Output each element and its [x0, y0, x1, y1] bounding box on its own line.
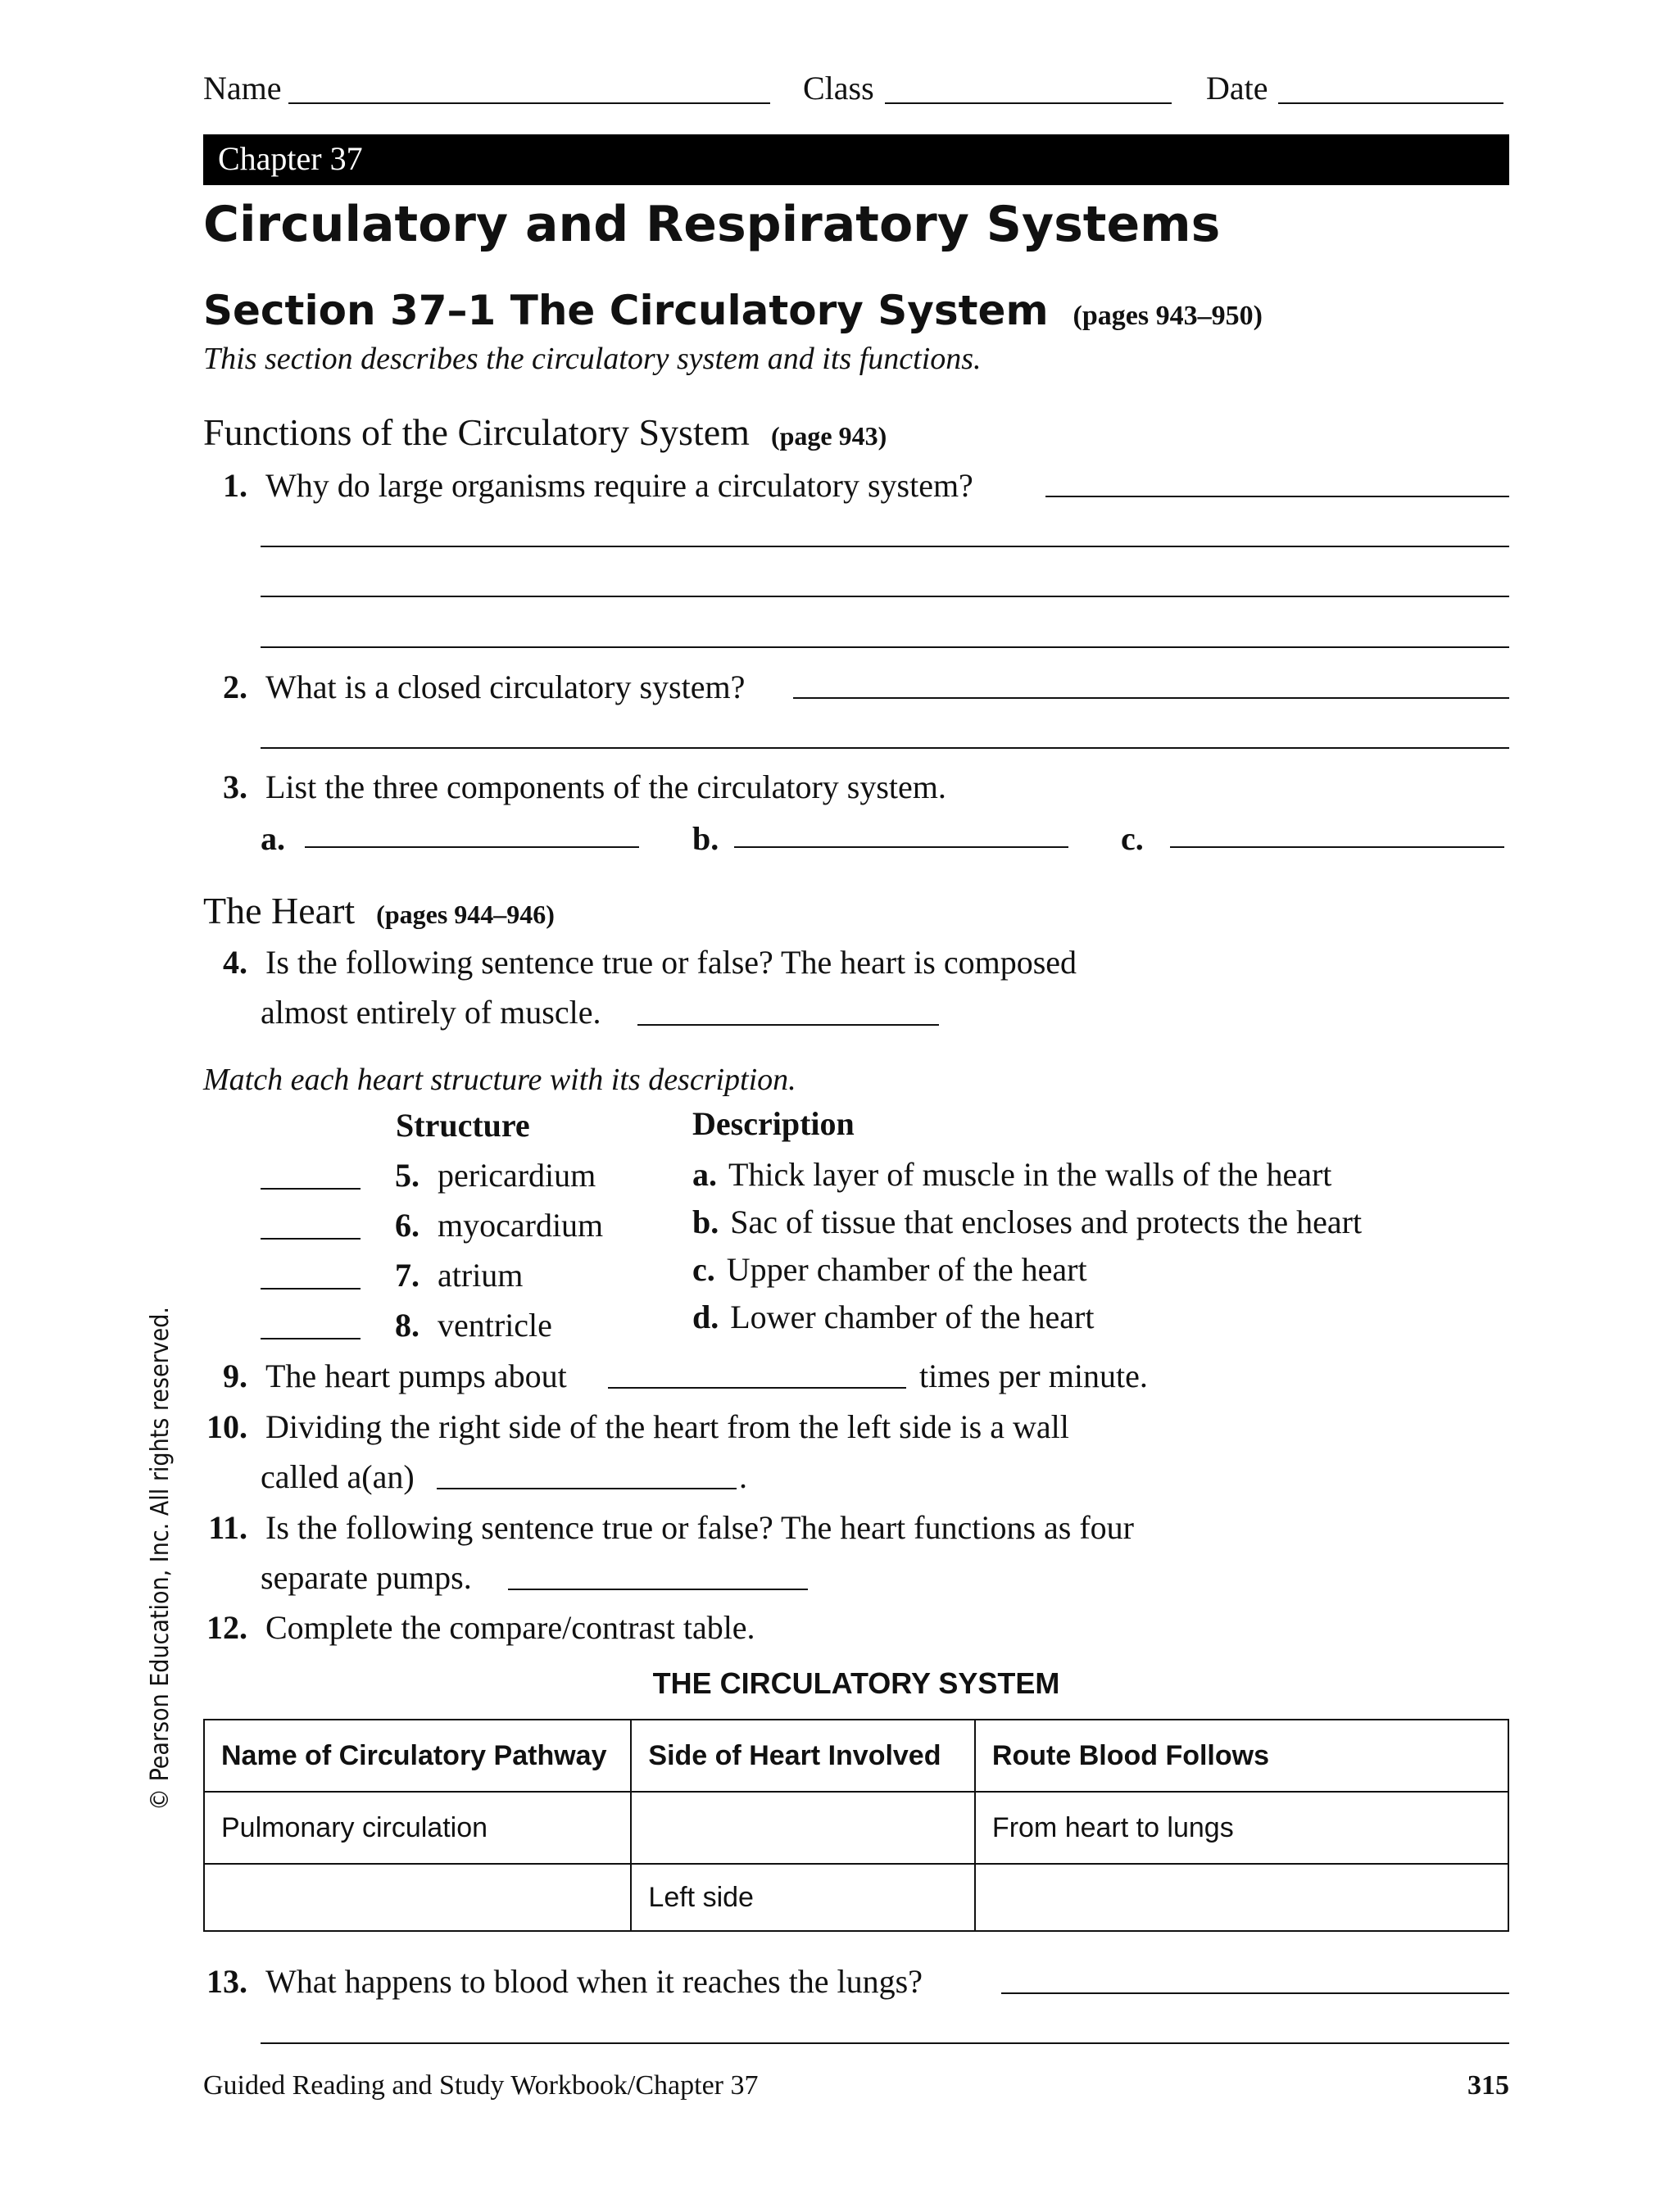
question-11: [203, 1508, 1134, 1548]
structure-number: 6.: [395, 1207, 420, 1244]
question-11-cont: separate pumps.: [261, 1559, 472, 1596]
structure-number: 8.: [395, 1307, 420, 1344]
question-text: Complete the compare/contrast table.: [265, 1609, 755, 1646]
structure-number: 7.: [395, 1257, 420, 1294]
answer-line[interactable]: [793, 697, 1509, 699]
name-field[interactable]: [288, 102, 770, 104]
description-text: Lower chamber of the heart: [730, 1299, 1095, 1335]
structure-label: pericardium: [438, 1157, 596, 1194]
description-letter: b.: [692, 1203, 719, 1240]
functions-heading: [203, 410, 887, 459]
table-title: THE CIRCULATORY SYSTEM: [652, 1666, 1060, 1700]
question-text: Dividing the right side of the heart from the left side is a wall: [265, 1408, 1069, 1445]
date-label: Date: [1206, 70, 1268, 107]
table-header-row: [204, 1720, 1508, 1792]
question-text: What happens to blood when it reaches the lungs?: [265, 1963, 923, 2000]
class-field[interactable]: [885, 102, 1172, 104]
question-number: 1.: [223, 467, 247, 504]
question-number: 3.: [223, 768, 247, 805]
description-text: Thick layer of muscle in the walls of the heart: [728, 1156, 1332, 1193]
structure-5: [395, 1156, 596, 1195]
table-cell: From heart to lungs: [975, 1792, 1508, 1864]
question-4: [203, 943, 1077, 982]
answer-line[interactable]: [508, 1589, 808, 1590]
match-instruction: Match each heart structure with its description.: [203, 1063, 796, 1097]
match-answer-5[interactable]: [261, 1188, 361, 1190]
question-10-end: .: [739, 1458, 747, 1495]
table-cell[interactable]: [631, 1792, 975, 1864]
answer-line[interactable]: [608, 1387, 906, 1389]
answer-line[interactable]: [261, 546, 1509, 547]
table-cell[interactable]: [975, 1864, 1508, 1931]
question-number: 4.: [223, 944, 247, 981]
question-number: 12.: [206, 1609, 247, 1646]
description-c: [692, 1250, 1087, 1290]
heart-heading: [203, 888, 555, 937]
option-b-label: b.: [692, 820, 719, 857]
functions-pages: (page 943): [770, 421, 887, 451]
answer-line-c[interactable]: [1170, 846, 1504, 848]
question-text: List the three components of the circulatory system.: [265, 768, 946, 805]
question-text: The heart pumps about: [265, 1358, 567, 1394]
question-10: [203, 1407, 1069, 1447]
section-description: This section describes the circulatory system and its functions.: [203, 342, 982, 376]
section-pages: (pages 943–950): [1073, 301, 1263, 331]
question-text: Why do large organisms require a circulatory system?: [265, 467, 973, 504]
heart-pages: (pages 944–946): [376, 900, 555, 929]
table-cell: Pulmonary circulation: [204, 1792, 631, 1864]
option-c-label: c.: [1121, 820, 1144, 857]
description-b: [692, 1203, 1362, 1242]
answer-line[interactable]: [437, 1488, 737, 1489]
option-a-label: a.: [261, 820, 285, 857]
description-letter: a.: [692, 1156, 717, 1193]
structure-8: [395, 1306, 552, 1345]
section-heading: [203, 285, 1263, 342]
description-a: [692, 1155, 1331, 1194]
page-title: Circulatory and Respiratory Systems: [203, 196, 1221, 253]
answer-line-a[interactable]: [305, 846, 639, 848]
structure-heading: Structure: [396, 1107, 530, 1144]
question-3: [203, 768, 946, 807]
compare-contrast-table: [203, 1719, 1509, 1932]
question-text: Is the following sentence true or false? The heart is composed: [265, 944, 1077, 981]
structure-label: atrium: [438, 1257, 524, 1294]
description-letter: d.: [692, 1299, 719, 1335]
answer-line-b[interactable]: [734, 846, 1068, 848]
table-row: [204, 1864, 1508, 1931]
question-text: Is the following sentence true or false? The heart functions as four: [265, 1509, 1134, 1546]
question-number: 13.: [206, 1963, 247, 2000]
description-text: Upper chamber of the heart: [726, 1251, 1087, 1288]
structure-7: [395, 1256, 523, 1295]
question-number: 2.: [223, 669, 247, 705]
chapter-label: Chapter 37: [218, 140, 363, 177]
match-answer-6[interactable]: [261, 1238, 361, 1240]
structure-label: myocardium: [438, 1207, 604, 1244]
answer-line[interactable]: [261, 747, 1509, 749]
question-9: [203, 1357, 567, 1396]
answer-line[interactable]: [1001, 1992, 1509, 1994]
table-row: [204, 1792, 1508, 1864]
answer-line[interactable]: [261, 596, 1509, 597]
table-cell: Left side: [631, 1864, 975, 1931]
date-field[interactable]: [1278, 102, 1503, 104]
description-d: [692, 1298, 1094, 1337]
page-number: 315: [1467, 2070, 1509, 2101]
match-answer-7[interactable]: [261, 1288, 361, 1290]
question-text: What is a closed circulatory system?: [265, 669, 746, 705]
answer-line[interactable]: [637, 1024, 939, 1026]
class-label: Class: [803, 70, 874, 107]
answer-line[interactable]: [1045, 496, 1509, 497]
question-10-cont: called a(an): [261, 1458, 415, 1495]
question-12: [203, 1608, 755, 1648]
table-cell[interactable]: [204, 1864, 631, 1931]
section-title: Section 37–1 The Circulatory System: [203, 287, 1049, 334]
chapter-bar: [203, 134, 1509, 185]
question-number: 10.: [206, 1408, 247, 1445]
name-label: Name: [203, 70, 282, 107]
column-header: Name of Circulatory Pathway: [204, 1720, 631, 1792]
answer-line[interactable]: [261, 2042, 1509, 2044]
question-number: 9.: [223, 1358, 247, 1394]
column-header: Route Blood Follows: [975, 1720, 1508, 1792]
question-1: [203, 466, 973, 505]
question-2: [203, 668, 745, 707]
match-answer-8[interactable]: [261, 1338, 361, 1339]
description-letter: c.: [692, 1251, 715, 1288]
functions-title: Functions of the Circulatory System: [203, 411, 750, 453]
heart-title: The Heart: [203, 890, 356, 931]
structure-label: ventricle: [438, 1307, 552, 1344]
description-heading: Description: [692, 1105, 855, 1142]
column-header: Side of Heart Involved: [631, 1720, 975, 1792]
copyright-notice: © Pearson Education, Inc. All rights reserved.: [146, 1307, 175, 1811]
description-text: Sac of tissue that encloses and protects the heart: [730, 1203, 1363, 1240]
structure-number: 5.: [395, 1157, 420, 1194]
question-9-after: times per minute.: [919, 1358, 1148, 1394]
question-13: [203, 1962, 923, 2001]
question-4-cont: almost entirely of muscle.: [261, 994, 601, 1031]
question-number: 11.: [208, 1509, 247, 1546]
structure-6: [395, 1206, 603, 1245]
answer-line[interactable]: [261, 646, 1509, 648]
footer-text: Guided Reading and Study Workbook/Chapter 37: [203, 2070, 759, 2101]
